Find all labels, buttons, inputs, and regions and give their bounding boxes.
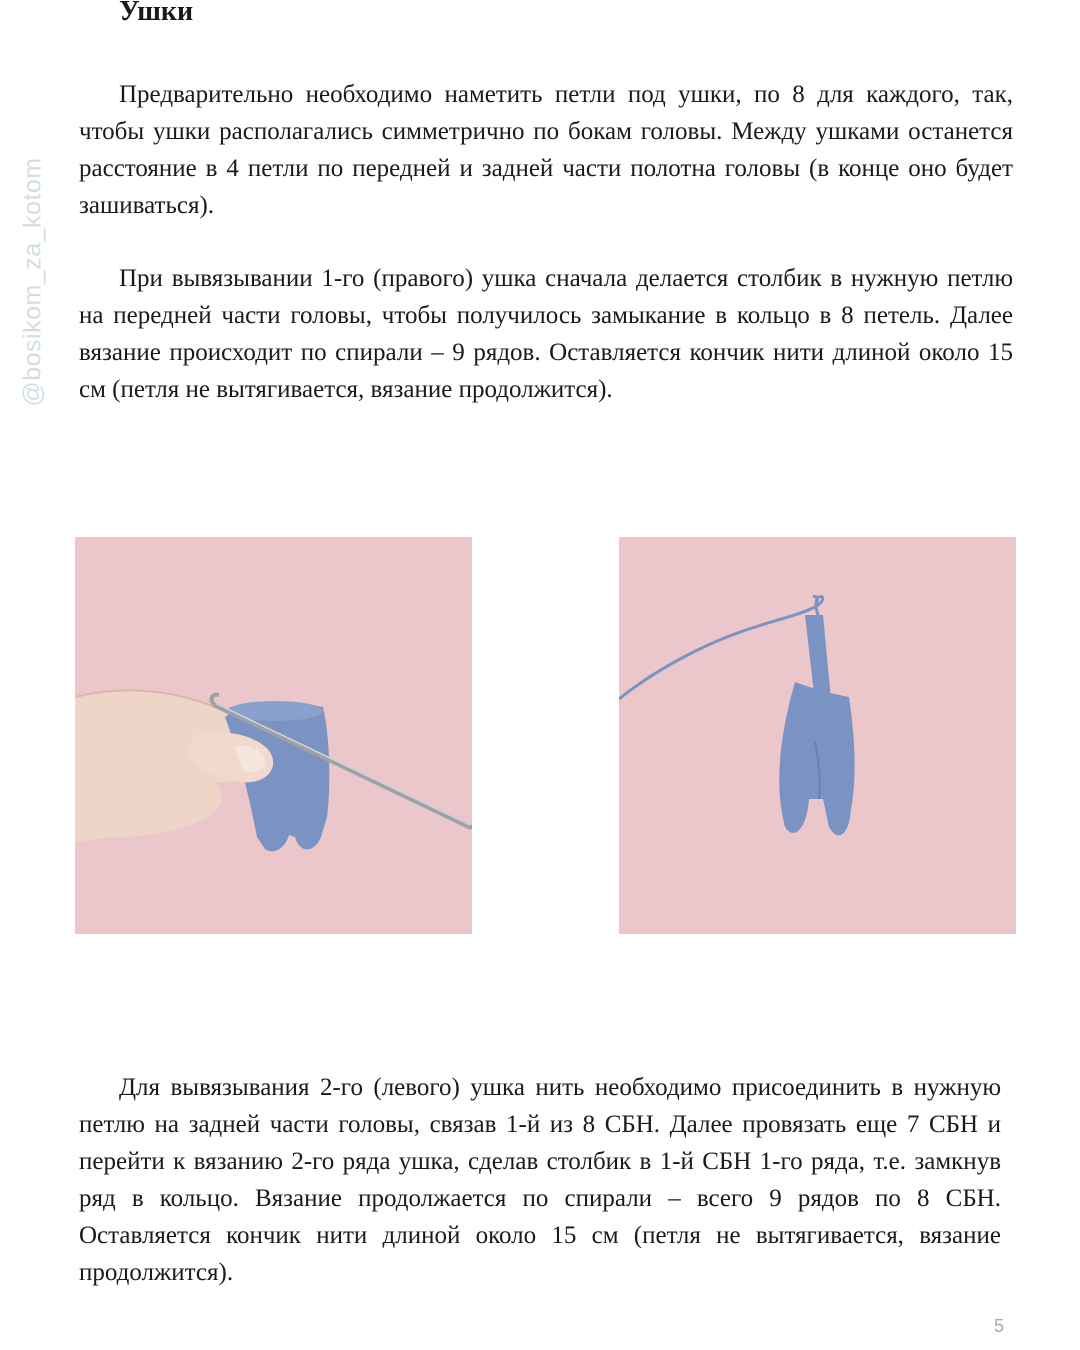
paragraph-left-ear: Для вывязывания 2-го (левого) ушка нить необходимо присоединить в нужную петлю на задней части головы, связав 1-й из 8 СБН. Далее провязать еще 7 СБН и перейти к вязанию 2-го ряда ушка, сделав столбик в 1-й СБН 1-го ряда, т.е. замкнув ряд в кольцо. Вязание продолжается по спирали – всего 9 рядов по 8 СБН. Оставляется кончик нити длиной около 15 см (петля не вытягивается, вязание продолжится). xyxy=(79,1074,1001,1286)
photo-finished-first-ear xyxy=(619,537,1016,934)
paragraph-ear-marking: Предварительно необходимо наметить петли под ушки, по 8 для каждого, так, чтобы ушки располагались симметрично по бокам головы. Между ушками останется расстояние в 4 петли по передней и задней части полотна головы (в конце оно будет зашиваться). xyxy=(79,81,1013,219)
section-heading: Ушки xyxy=(119,0,194,27)
page-number: 5 xyxy=(994,1316,1005,1336)
photo-crochet-hook-in-progress xyxy=(75,537,472,934)
paragraph-right-ear: При вывязывании 1-го (правого) ушка сначала делается столбик в нужную петлю на передней части головы, чтобы получилось замыкание в кольцо в 8 петель. Далее вязание происходит по спирали – 9 рядов. Оставляется кончик нити длиной около 15 см (петля не вытягивается, вязание продолжится). xyxy=(79,265,1013,403)
watermark-handle: @bosikom_za_kotom xyxy=(18,157,47,407)
